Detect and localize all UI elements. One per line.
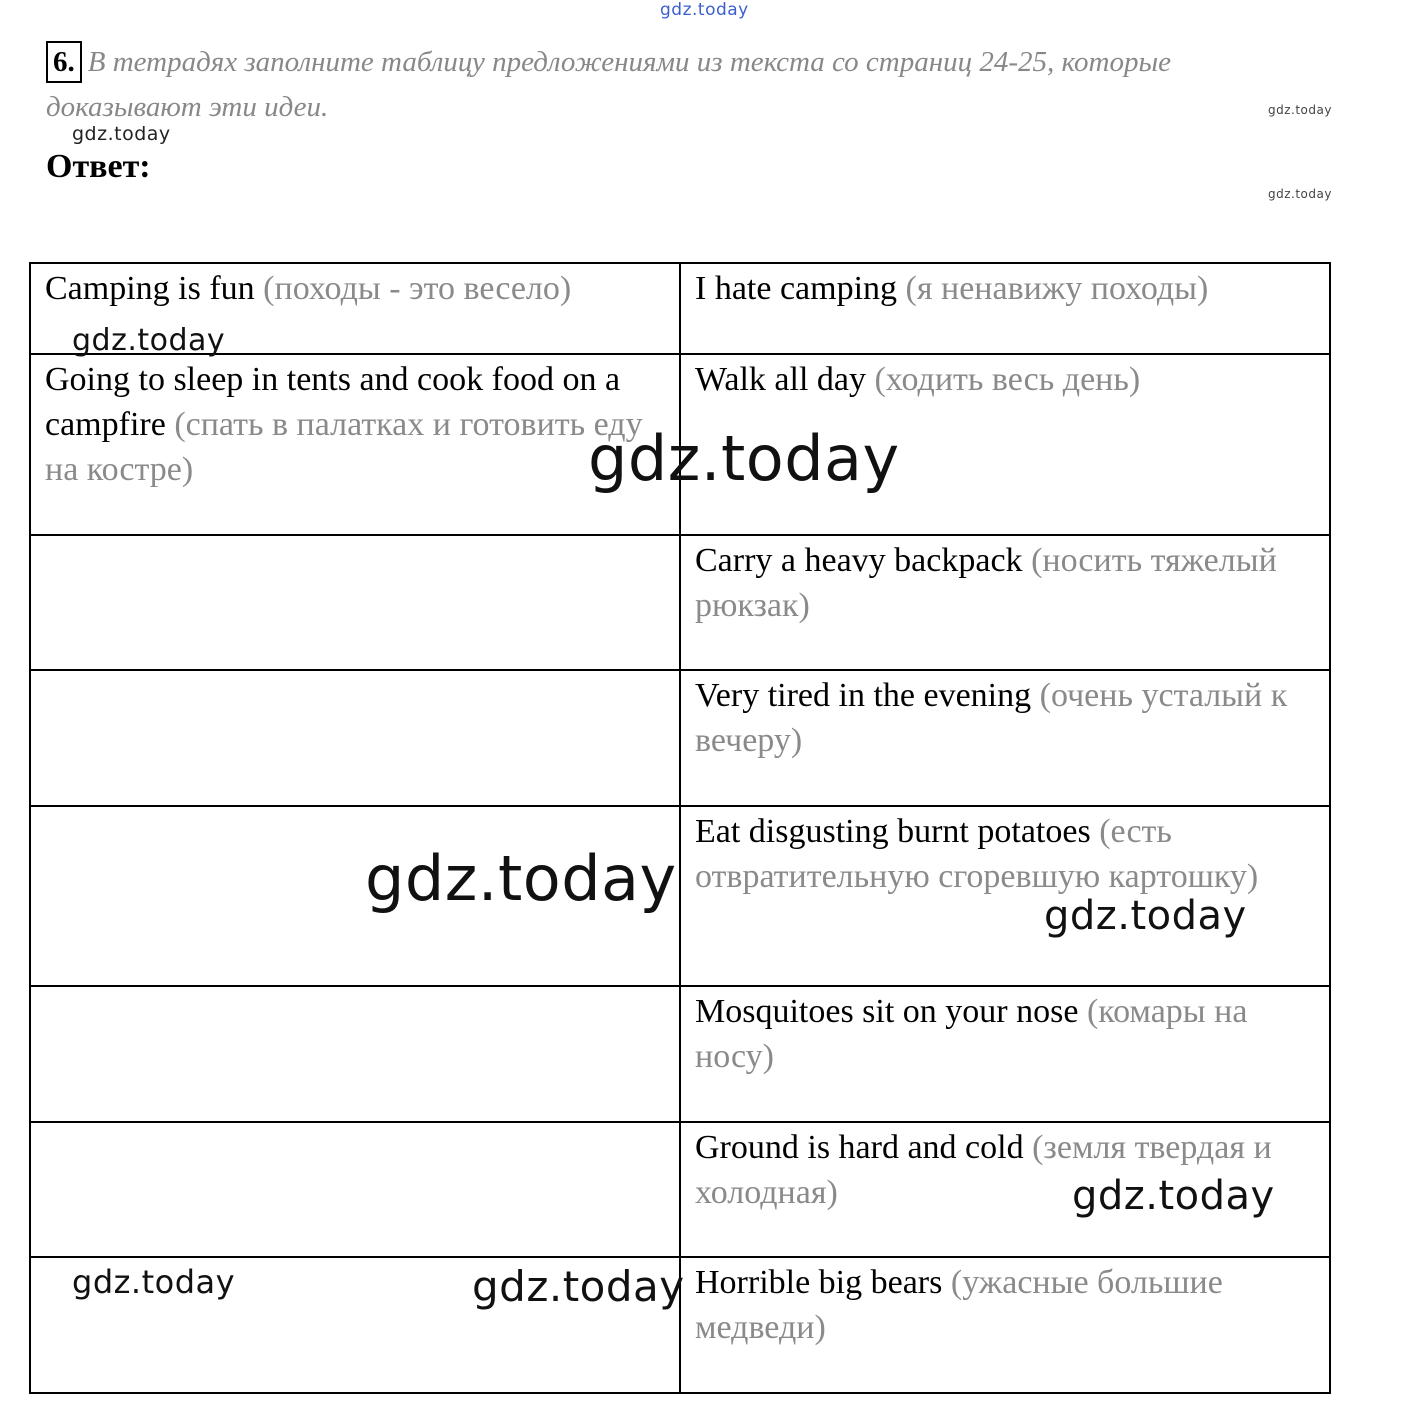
table-cell-left	[30, 986, 680, 1122]
watermark: gdz.today	[472, 1262, 685, 1311]
cell-translation: (очень усталый к вечеру)	[695, 677, 1288, 759]
table-cell-right	[680, 670, 1330, 806]
table-cell-right	[680, 986, 1330, 1122]
cell-english: Very tired in the evening	[695, 677, 1032, 714]
table-cell-left	[30, 806, 680, 986]
table-cell-left	[30, 670, 680, 806]
cell-english: Going to sleep in tents and cook food on a campfire	[45, 361, 621, 443]
watermark: gdz.today	[72, 1263, 236, 1301]
cell-english: Mosquitoes sit on your nose	[695, 993, 1079, 1030]
table-row	[30, 1122, 1330, 1257]
table-cell-left	[30, 354, 680, 535]
cell-translation: (есть отвратительную сгоревшую картошку)	[695, 813, 1259, 895]
answer-table	[29, 262, 1331, 1394]
table-cell-right	[680, 354, 1330, 535]
table-cell-left	[30, 535, 680, 670]
watermark: gdz.today	[660, 0, 749, 20]
cell-translation: (я ненавижу походы)	[905, 270, 1209, 307]
watermark: gdz.today	[1268, 103, 1332, 117]
cell-english: I hate camping	[695, 270, 898, 307]
cell-english: Camping is fun	[45, 270, 255, 307]
task-instruction	[46, 40, 1306, 130]
answer-label: Ответ:	[46, 148, 151, 185]
task-text: В тетрадях заполните таблицу предложениями из текста со страниц 24-25, которые доказывают эти идеи.	[46, 46, 1171, 123]
table-cell-right	[680, 806, 1330, 986]
table-row	[30, 263, 1330, 354]
watermark: gdz.today	[72, 123, 171, 145]
table-row	[30, 354, 1330, 535]
task-number: 6.	[46, 41, 82, 83]
watermark: gdz.today	[1072, 1173, 1275, 1219]
cell-english: Carry a heavy backpack	[695, 542, 1023, 579]
watermark: gdz.today	[72, 323, 226, 358]
cell-english: Walk all day	[695, 361, 866, 398]
cell-translation: (носить тяжелый рюкзак)	[695, 542, 1277, 624]
cell-english: Eat disgusting burnt potatoes	[695, 813, 1091, 850]
table-row	[30, 1257, 1330, 1393]
watermark: gdz.today	[1044, 893, 1247, 939]
table-cell-left	[30, 1122, 680, 1257]
watermark: gdz.today	[588, 422, 900, 495]
cell-translation: (ходить весь день)	[874, 361, 1141, 398]
cell-translation: (походы - это весело)	[263, 270, 572, 307]
table-cell-left	[30, 263, 680, 358]
cell-english: Horrible big bears	[695, 1264, 943, 1301]
table-row	[30, 806, 1330, 986]
watermark: gdz.today	[1268, 187, 1332, 201]
table-cell-left	[30, 1257, 680, 1393]
table-row	[30, 535, 1330, 670]
watermark: gdz.today	[365, 842, 677, 915]
table-cell-right	[680, 1257, 1330, 1393]
table-row	[30, 670, 1330, 806]
cell-translation: (земля твердая и холодная)	[695, 1129, 1272, 1211]
table-row	[30, 986, 1330, 1122]
cell-english: Ground is hard and cold	[695, 1129, 1024, 1166]
table-cell-right	[680, 263, 1330, 354]
table-cell-right	[680, 535, 1330, 670]
cell-translation: (ужасные большие медведи)	[695, 1264, 1223, 1346]
cell-translation: (спать в палатках и готовить еду на костре)	[45, 406, 643, 488]
table-cell-right	[680, 1122, 1330, 1257]
cell-translation: (комары на носу)	[695, 993, 1248, 1075]
